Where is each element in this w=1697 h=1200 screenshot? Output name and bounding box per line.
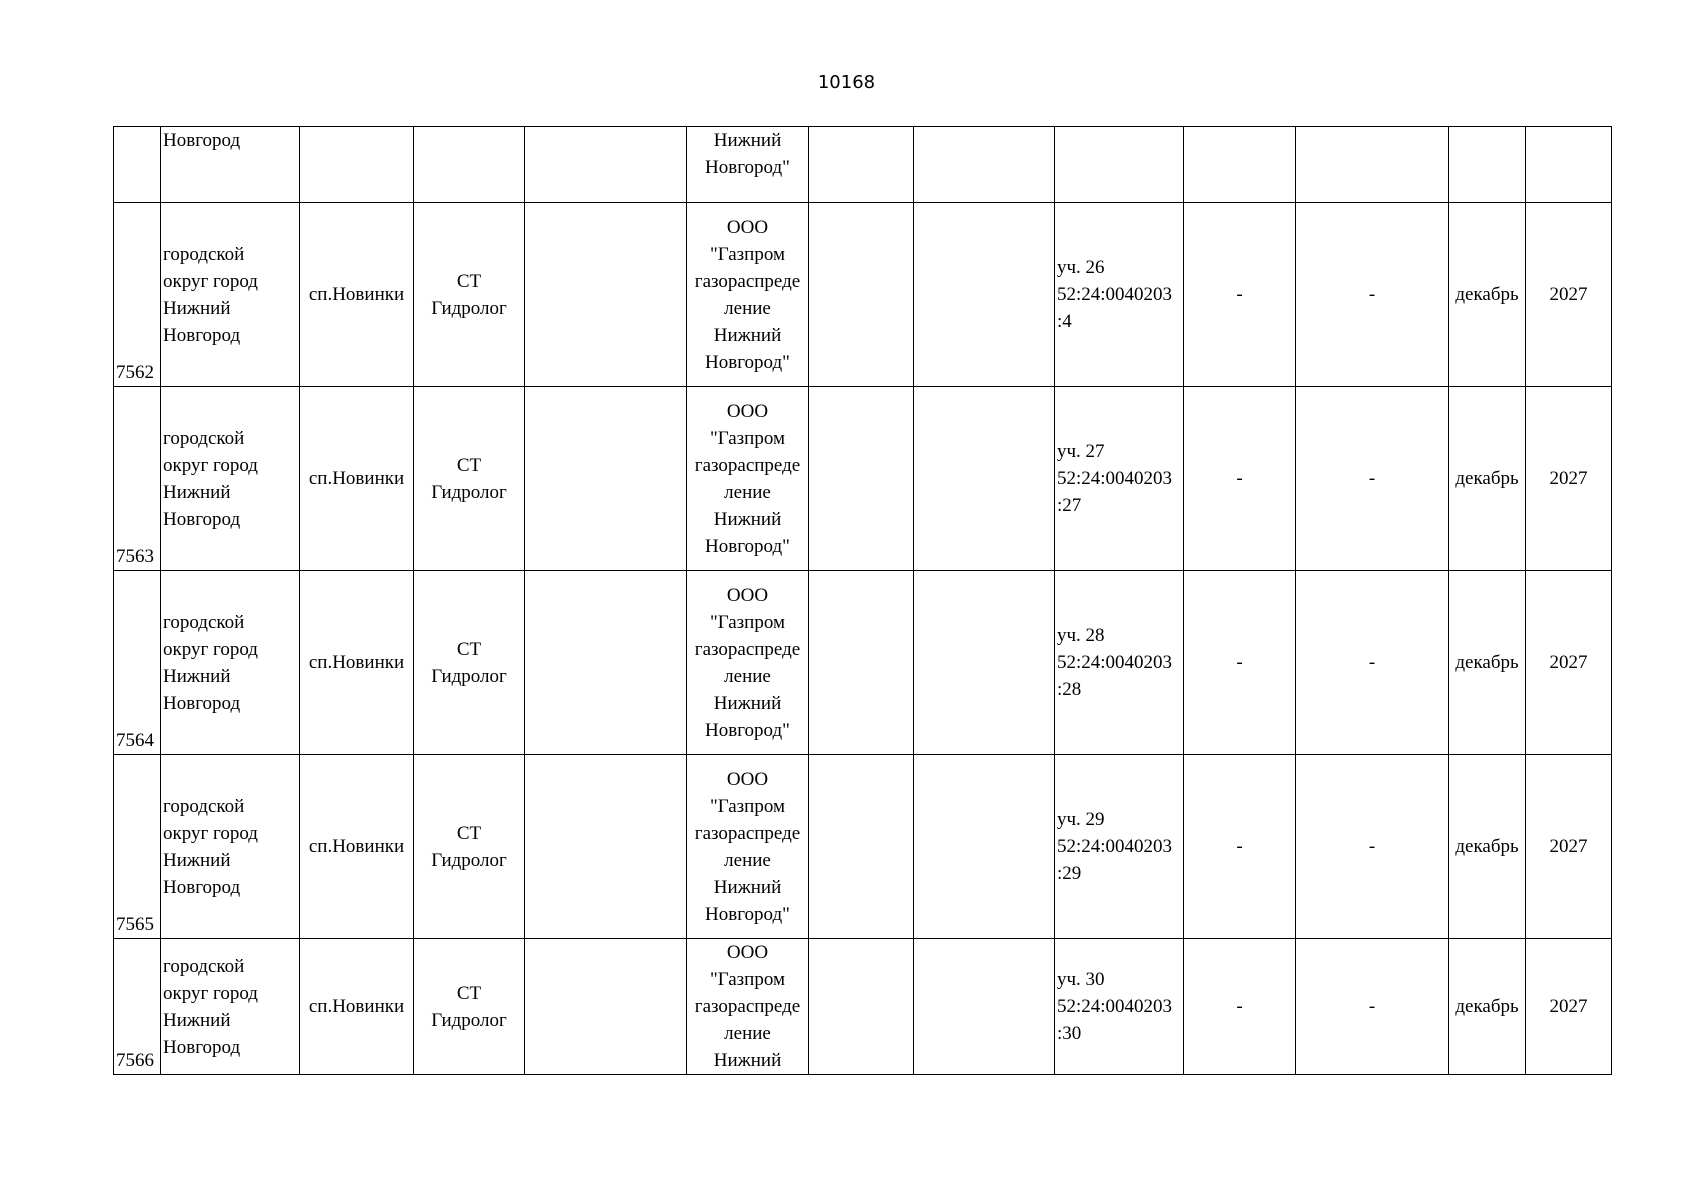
cell-owner: ООО "Газпром газораспреде ление Нижний Новгород" [687,387,809,571]
cell-empty-3 [914,127,1055,203]
cell-settlement [300,127,414,203]
cell-month: декабрь [1449,755,1526,939]
table-row [114,571,1612,755]
cell-empty-3 [914,939,1055,1075]
cell-col-a: - [1184,203,1296,387]
cell-col-b: - [1296,755,1449,939]
cell-empty-3 [914,755,1055,939]
cell-empty-1 [525,127,687,203]
cell-plot: уч. 30 52:24:0040203 :30 [1055,939,1184,1075]
cell-empty-3 [914,203,1055,387]
cell-year: 2027 [1526,755,1612,939]
cell-col-a: - [1184,939,1296,1075]
cell-owner: ООО "Газпром газораспреде ление Нижний Новгород" [687,571,809,755]
cell-month: декабрь [1449,571,1526,755]
cell-month [1449,127,1526,203]
cell-owner: ООО "Газпром газораспреде ление Нижний Новгород" [687,755,809,939]
cell-plot: уч. 26 52:24:0040203 :4 [1055,203,1184,387]
cell-year [1526,127,1612,203]
cell-settlement: сп.Новинки [300,755,414,939]
cell-municipality: городской округ город Нижний Новгород [161,571,300,755]
cell-object: СТ Гидролог [414,203,525,387]
cell-settlement: сп.Новинки [300,571,414,755]
cell-municipality: городской округ город Нижний Новгород [161,755,300,939]
cell-empty-1 [525,939,687,1075]
table-row [114,203,1612,387]
cell-empty-2 [809,755,914,939]
cell-num: 7564 [114,571,161,755]
table-row [114,755,1612,939]
cell-num: 7563 [114,387,161,571]
cell-plot [1055,127,1184,203]
cell-col-a [1184,127,1296,203]
cell-settlement: сп.Новинки [300,203,414,387]
cell-empty-2 [809,571,914,755]
cell-num: 7562 [114,203,161,387]
cell-empty-2 [809,203,914,387]
cell-municipality: городской округ город Нижний Новгород [161,203,300,387]
cell-col-b [1296,127,1449,203]
cell-owner: ООО "Газпром газораспреде ление Нижний [687,939,809,1075]
table-row [114,939,1612,1075]
cell-empty-2 [809,939,914,1075]
cell-empty-2 [809,387,914,571]
cell-object: СТ Гидролог [414,571,525,755]
table-row [114,387,1612,571]
cell-year: 2027 [1526,939,1612,1075]
cell-object [414,127,525,203]
cell-empty-2 [809,127,914,203]
cell-month: декабрь [1449,387,1526,571]
cell-month: декабрь [1449,939,1526,1075]
cell-col-a: - [1184,571,1296,755]
cell-empty-3 [914,387,1055,571]
cell-settlement: сп.Новинки [300,387,414,571]
cell-col-b: - [1296,571,1449,755]
table-row [114,127,1612,203]
cell-num: 7565 [114,755,161,939]
cell-empty-1 [525,755,687,939]
cell-empty-3 [914,571,1055,755]
cell-empty-1 [525,571,687,755]
cell-col-a: - [1184,755,1296,939]
cell-year: 2027 [1526,571,1612,755]
cell-col-b: - [1296,203,1449,387]
cell-num: 7566 [114,939,161,1075]
cell-object: СТ Гидролог [414,755,525,939]
page-number: 10168 [817,72,876,93]
cell-plot: уч. 29 52:24:0040203 :29 [1055,755,1184,939]
cell-municipality: городской округ город Нижний Новгород [161,939,300,1075]
cell-col-b: - [1296,939,1449,1075]
cell-settlement: сп.Новинки [300,939,414,1075]
cell-empty-1 [525,203,687,387]
cell-plot: уч. 27 52:24:0040203 :27 [1055,387,1184,571]
cell-col-a: - [1184,387,1296,571]
cell-year: 2027 [1526,387,1612,571]
cell-month: декабрь [1449,203,1526,387]
cell-municipality: городской округ город Нижний Новгород [161,387,300,571]
cell-col-b: - [1296,387,1449,571]
data-table [113,126,1612,1075]
cell-municipality: Новгород [161,127,300,203]
cell-owner: Нижний Новгород" [687,127,809,203]
cell-owner: ООО "Газпром газораспреде ление Нижний Новгород" [687,203,809,387]
cell-plot: уч. 28 52:24:0040203 :28 [1055,571,1184,755]
cell-object: СТ Гидролог [414,387,525,571]
cell-year: 2027 [1526,203,1612,387]
cell-num [114,127,161,203]
cell-object: СТ Гидролог [414,939,525,1075]
cell-empty-1 [525,387,687,571]
